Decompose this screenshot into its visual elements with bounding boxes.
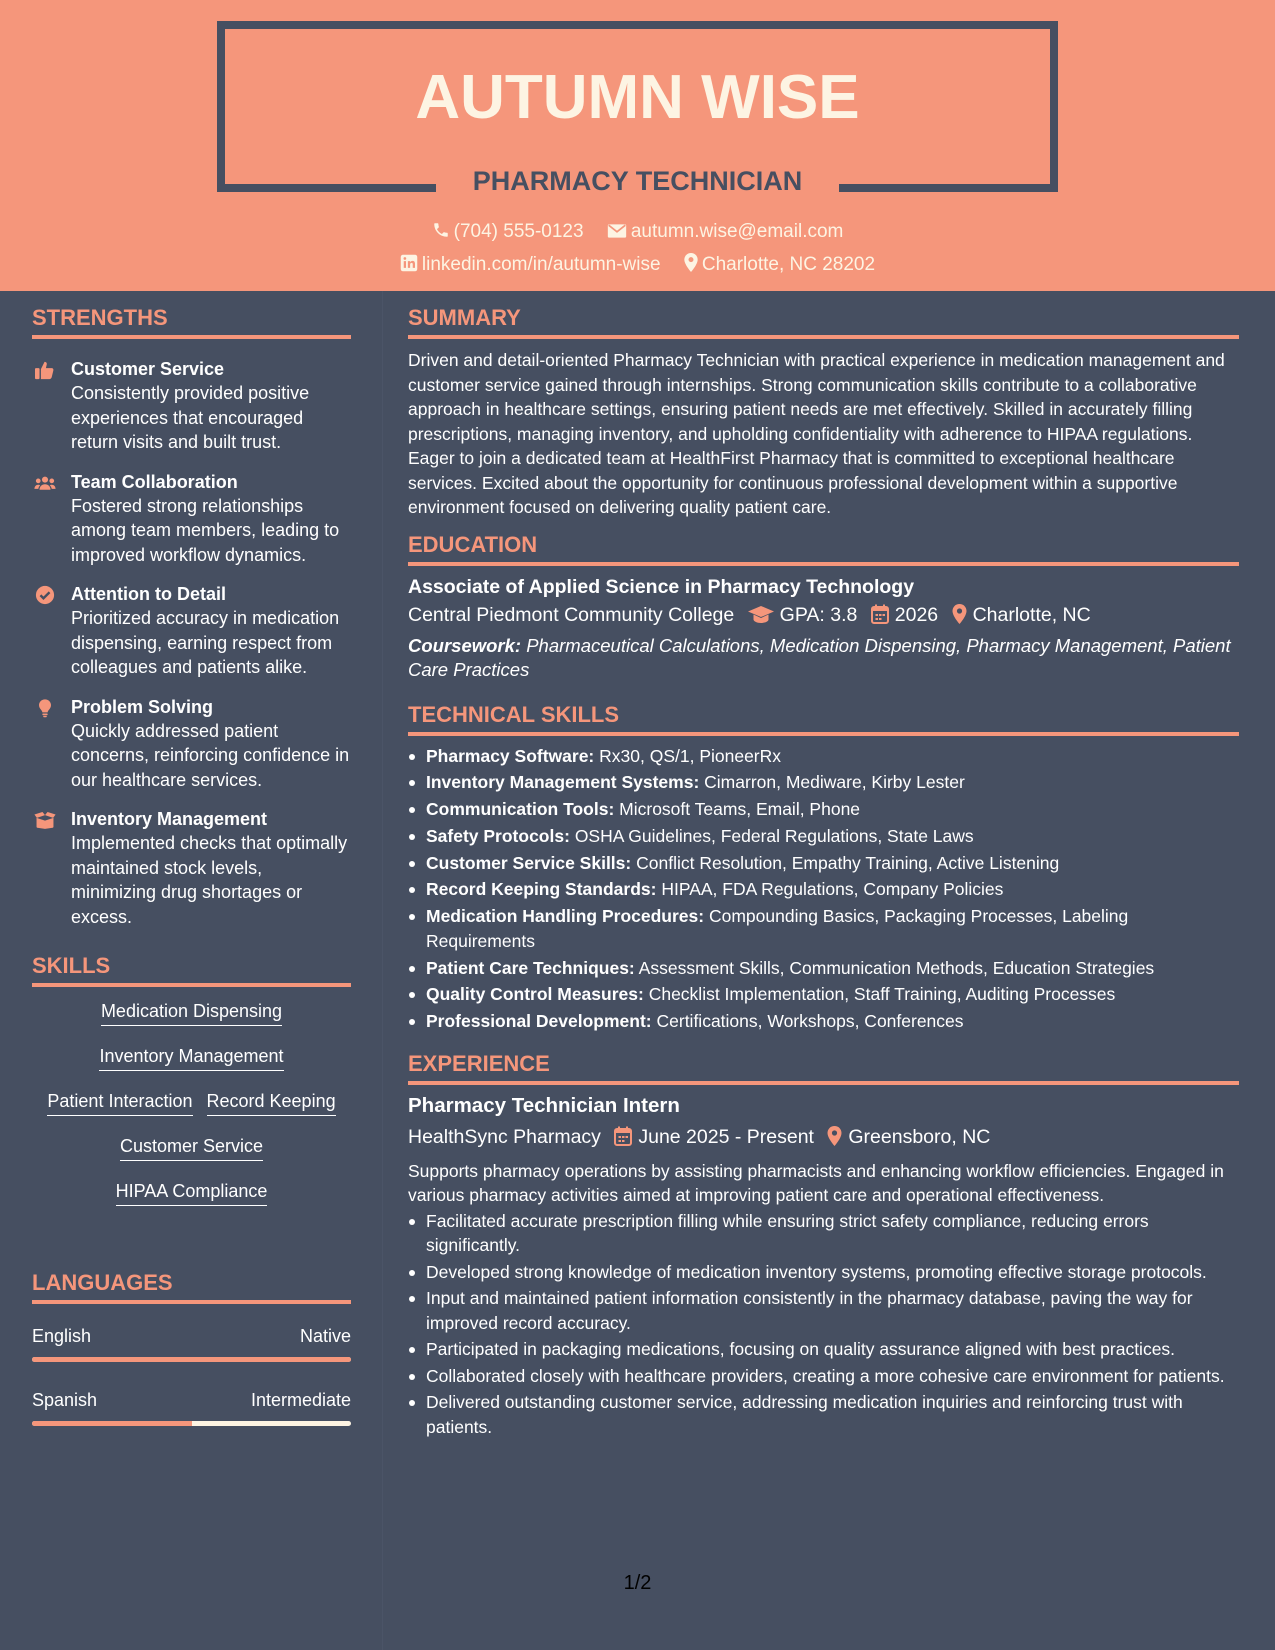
list-item: Input and maintained patient information consistently in the pharmacy database, paving the way for improved record accuracy. <box>408 1286 1239 1335</box>
calendar-icon <box>614 1126 632 1146</box>
skill-tag: Patient Interaction <box>47 1091 192 1116</box>
job-location: Greensboro, NC <box>848 1125 991 1148</box>
left-column <box>32 291 351 1426</box>
summary-heading: SUMMARY <box>408 305 1239 339</box>
thumbs-up-icon <box>34 360 56 380</box>
calendar-icon <box>871 604 889 624</box>
list-item: Customer Service Skills: Conflict Resolution, Empathy Training, Active Listening <box>408 851 1239 876</box>
job-meta <box>408 1126 1239 1149</box>
lightbulb-icon <box>34 698 56 718</box>
skill-tag: Record Keeping <box>207 1091 336 1116</box>
strength-desc: Consistently provided positive experiences that encouraged return visits and built trust. <box>71 383 310 452</box>
list-item: Patient Care Techniques: Assessment Skills, Communication Methods, Education Strategies <box>408 956 1239 981</box>
experience-heading: EXPERIENCE <box>408 1051 1239 1085</box>
skills-list <box>32 1001 351 1226</box>
page-indicator: 1/2 <box>623 1572 652 1594</box>
strength-item <box>32 695 351 793</box>
graduation-year: 2026 <box>894 603 939 626</box>
strength-desc: Implemented checks that optimally maintained stock levels, minimizing drug shortages or excess. <box>71 833 348 927</box>
linkedin-contact[interactable] <box>400 254 661 276</box>
column-divider <box>382 291 383 1650</box>
strength-desc: Quickly addressed patient concerns, reinforcing confidence in our healthcare services. <box>71 720 350 790</box>
strength-title: Team Collaboration <box>71 471 238 492</box>
map-pin-icon <box>684 253 698 272</box>
skill-tag: Inventory Management <box>99 1046 283 1071</box>
language-level: Intermediate <box>250 1390 351 1410</box>
coursework-text: Pharmaceutical Calculations, Medication Dispensing, Pharmacy Management, Patient Care Practices <box>408 634 1231 680</box>
job-dates: June 2025 - Present <box>638 1125 814 1148</box>
resume-header <box>0 0 1275 291</box>
list-item: Record Keeping Standards: HIPAA, FDA Regulations, Company Policies <box>408 877 1239 902</box>
candidate-name: AUTUMN WISE <box>415 63 860 132</box>
degree-title: Associate of Applied Science in Pharmacy Technology <box>408 575 915 598</box>
strength-title: Attention to Detail <box>71 584 226 604</box>
list-item: Communication Tools: Microsoft Teams, Email, Phone <box>408 797 1239 822</box>
technical-skills-heading: TECHNICAL SKILLS <box>408 702 1239 736</box>
skill-tag: HIPAA Compliance <box>116 1181 268 1206</box>
languages-heading: LANGUAGES <box>32 1270 351 1304</box>
language-item <box>32 1390 351 1426</box>
graduation-cap-icon <box>748 606 774 624</box>
list-item: Pharmacy Software: Rx30, QS/1, PioneerRx <box>408 744 1239 769</box>
phone-text: (704) 555-0123 <box>453 221 584 242</box>
list-item: Inventory Management Systems: Cimarron, Mediware, Kirby Lester <box>408 770 1239 795</box>
coursework <box>408 634 1239 682</box>
strengths-heading: STRENGTHS <box>32 305 351 339</box>
company-name: HealthSync Pharmacy <box>408 1125 601 1148</box>
map-pin-icon <box>827 1126 842 1146</box>
strength-title: Problem Solving <box>71 696 214 717</box>
list-item: Collaborated closely with healthcare providers, creating a more cohesive care environment for patients. <box>408 1364 1239 1389</box>
list-item: Quality Control Measures: Checklist Implementation, Staff Training, Auditing Processes <box>408 982 1239 1007</box>
list-item: Facilitated accurate prescription filling while ensuring strict safety compliance, reducing errors significantly. <box>408 1209 1239 1258</box>
phone-icon <box>432 221 450 239</box>
language-proficiency-fill <box>32 1421 192 1426</box>
linkedin-icon <box>400 254 418 272</box>
skills-heading: SKILLS <box>32 953 351 987</box>
language-item <box>32 1326 351 1362</box>
check-circle-icon <box>34 585 56 605</box>
school-location: Charlotte, NC <box>972 603 1091 626</box>
language-proficiency-bar <box>32 1357 351 1362</box>
email-text: autumn.wise@email.com <box>630 221 844 242</box>
language-proficiency-fill <box>32 1357 351 1362</box>
language-proficiency-bar <box>32 1421 351 1426</box>
list-item: Delivered outstanding customer service, addressing medication inquiries and reinforcing trust with patients. <box>408 1390 1239 1439</box>
list-item: Participated in packaging medications, focusing on quality assurance aligned with best practices. <box>408 1337 1239 1362</box>
strength-item <box>32 807 351 929</box>
coursework-label: Coursework: <box>408 634 522 656</box>
users-icon <box>34 473 56 493</box>
list-item: Medication Handling Procedures: Compounding Basics, Packaging Processes, Labeling Requirements <box>408 904 1239 953</box>
contact-row-1 <box>0 221 1275 243</box>
skill-tag: Customer Service <box>120 1136 263 1161</box>
box-open-icon <box>34 810 56 830</box>
contact-row-2 <box>0 253 1275 276</box>
location-contact <box>684 253 875 276</box>
strength-title: Customer Service <box>71 359 225 379</box>
list-item: Developed strong knowledge of medication inventory systems, promoting effective storage protocols. <box>408 1260 1239 1285</box>
list-item: Safety Protocols: OSHA Guidelines, Federal Regulations, State Laws <box>408 824 1239 849</box>
job-title-heading: PHARMACY TECHNICIAN <box>472 166 803 196</box>
education-meta <box>408 604 1239 627</box>
position-title: Pharmacy Technician Intern <box>408 1093 680 1117</box>
technical-skills-list <box>408 744 1239 1034</box>
strength-item <box>32 582 351 680</box>
language-level: Native <box>299 1326 351 1346</box>
gpa: GPA: 3.8 <box>779 603 858 626</box>
strengths-list <box>32 357 351 929</box>
email-contact[interactable] <box>607 221 844 243</box>
map-pin-icon <box>952 604 967 624</box>
education-heading: EDUCATION <box>408 532 1239 566</box>
list-item: Professional Development: Certifications, Workshops, Conferences <box>408 1009 1239 1034</box>
linkedin-text: linkedin.com/in/autumn-wise <box>421 254 661 275</box>
strength-title: Inventory Management <box>71 809 268 829</box>
language-name: English <box>32 1326 92 1346</box>
job-description: Supports pharmacy operations by assisting pharmacists and enhancing workflow efficiencies. Engaged in various pharmacy activities aimed at improving patient care and operational effectiveness. <box>408 1160 1224 1206</box>
school-name: Central Piedmont Community College <box>408 603 735 626</box>
summary-text: Driven and detail-oriented Pharmacy Technician with practical experience in medication management and customer service gained through internships. Strong communication skills contribute to a collaborative approach in healthcare settings, ensuring patient needs are met effectively. Skilled in accurately filling prescriptions, managing inventory, and upholding confidentiality with adherence to HIPAA regulations. Eager to join a dedicated team at HealthFirst Pharmacy that is committed to exceptional healthcare services. Excited about the opportunity for continuous professional development within a supportive environment focused on delivering quality patient care. <box>408 350 1225 517</box>
job-bullets <box>408 1209 1239 1440</box>
skill-tag: Medication Dispensing <box>101 1001 282 1026</box>
location-text: Charlotte, NC 28202 <box>701 254 876 275</box>
envelope-icon <box>607 223 627 239</box>
strength-desc: Fostered strong relationships among team members, leading to improved workflow dynamics. <box>71 495 340 565</box>
strength-desc: Prioritized accuracy in medication dispensing, earning respect from colleagues and patients alike. <box>71 608 340 677</box>
phone-contact[interactable] <box>432 221 584 243</box>
language-name: Spanish <box>32 1390 98 1410</box>
strength-item <box>32 470 351 568</box>
strength-item <box>32 357 351 455</box>
right-column <box>408 291 1239 1441</box>
